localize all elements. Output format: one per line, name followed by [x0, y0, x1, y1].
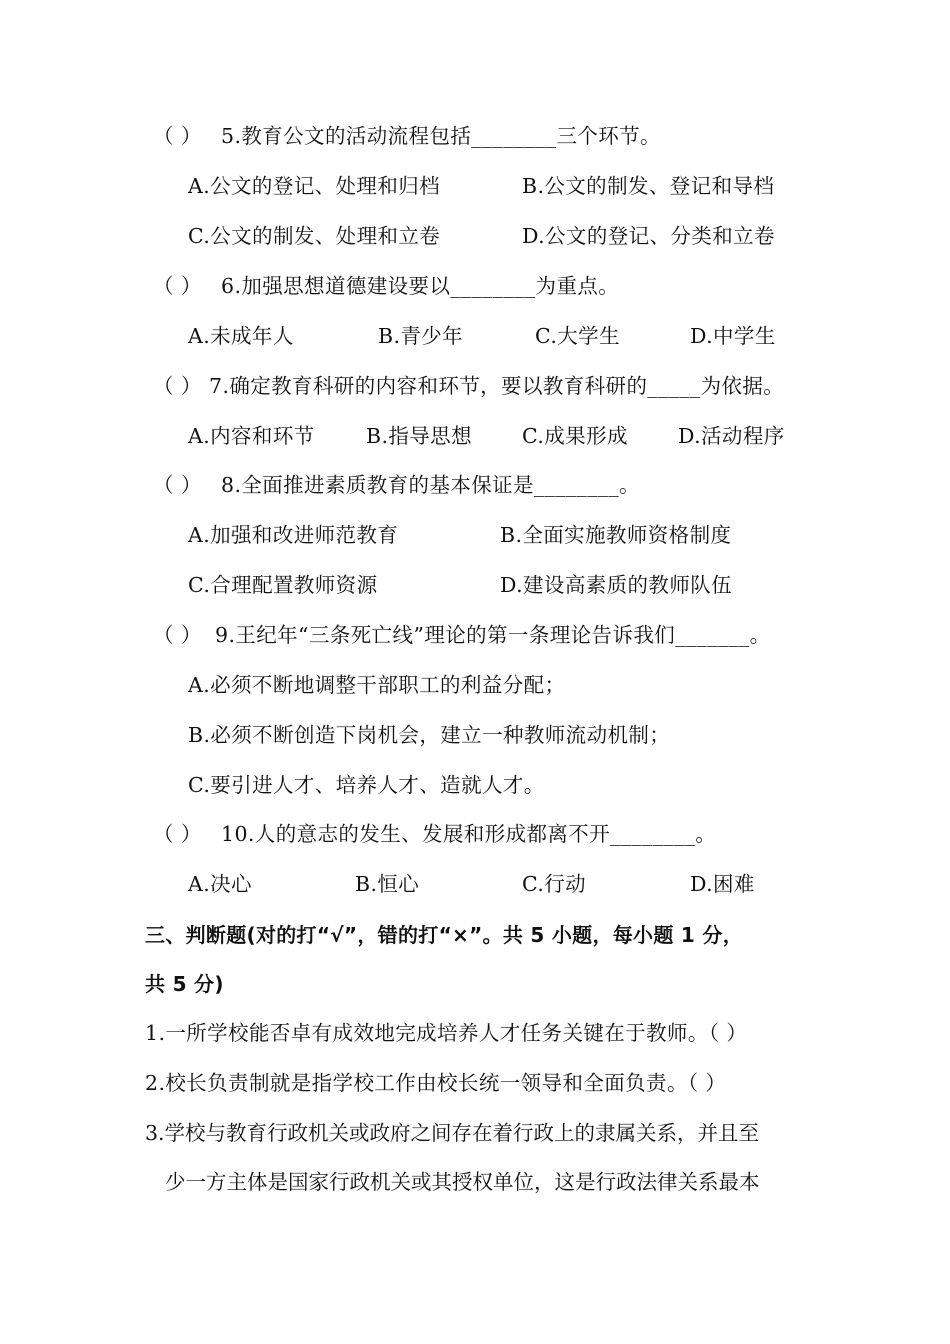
option-b: B.全面实施教师资格制度: [500, 523, 732, 547]
option-d: D.建设高素质的教师队伍: [500, 573, 733, 597]
option-d: D.活动程序: [678, 424, 785, 448]
question-stem: 10.人的意志的发生、发展和形成都离不开________。: [221, 822, 717, 846]
option-b: B.青少年: [378, 324, 464, 348]
answer-blank-parens[interactable]: （ ）: [153, 374, 202, 398]
answer-blank-parens[interactable]: （ ）: [153, 623, 202, 647]
option-c: C.合理配置教师资源: [188, 573, 378, 597]
question-stem: 5.教育公文的活动流程包括________三个环节。: [221, 124, 661, 148]
question-stem: 7.确定教育科研的内容和环节，要以教育科研的_____为依据。: [209, 374, 785, 398]
question-8: [153, 470, 950, 500]
question-stem: 9.王纪年“三条死亡线”理论的第一条理论告诉我们_______。: [215, 623, 771, 647]
answer-blank-parens[interactable]: （ ）: [153, 473, 202, 497]
option-c: C.行动: [522, 872, 587, 896]
answer-blank-parens[interactable]: （ ）: [153, 822, 202, 846]
option-a: A.必须不断地调整干部职工的利益分配；: [188, 673, 566, 697]
question-9: [153, 620, 950, 650]
true-false-item-1: 1.一所学校能否卓有成效地完成培养人才任务关键在于教师。（ ）: [145, 1021, 748, 1045]
question-6: [153, 271, 950, 301]
option-c: C.大学生: [535, 324, 620, 348]
option-a: A.加强和改进师范教育: [188, 523, 399, 547]
option-b: B.必须不断创造下岗机会，建立一种教师流动机制；: [188, 723, 671, 747]
option-a: A.未成年人: [188, 324, 294, 348]
option-a: A.决心: [188, 872, 252, 896]
true-false-item-3: 3.学校与教育行政机关或政府之间存在着行政上的隶属关系，并且至: [145, 1121, 760, 1145]
option-b: B.公文的制发、登记和导档: [522, 174, 775, 198]
option-d: D.中学生: [690, 324, 776, 348]
question-7: [153, 371, 950, 401]
question-stem: 8.全面推进素质教育的基本保证是________。: [221, 473, 641, 497]
true-false-item-2: 2.校长负责制就是指学校工作由校长统一领导和全面负责。（ ）: [145, 1071, 727, 1095]
option-b: B.指导思想: [366, 424, 472, 448]
section-title-continuation: 共 5 分): [145, 972, 224, 996]
question-10: [153, 819, 950, 849]
section-title: 三、判断题(对的打“√”，错的打“×”。共 5 小题，每小题 1 分，: [145, 923, 743, 947]
answer-blank-parens[interactable]: （ ）: [153, 274, 202, 298]
option-a: A.公文的登记、处理和归档: [188, 174, 441, 198]
option-c: C.成果形成: [522, 424, 628, 448]
answer-blank-parens[interactable]: （ ）: [153, 124, 202, 148]
question-stem: 6.加强思想道德建设要以________为重点。: [221, 274, 620, 298]
question-5: [153, 121, 950, 151]
option-b: B.恒心: [355, 872, 420, 896]
option-c: C.要引进人才、培养人才、造就人才。: [188, 773, 545, 797]
option-c: C.公文的制发、处理和立卷: [188, 224, 441, 248]
option-d: D.公文的登记、分类和立卷: [522, 224, 775, 248]
option-a: A.内容和环节: [188, 424, 315, 448]
true-false-item-3-continuation: 少一方主体是国家行政机关或其授权单位，这是行政法律关系最本: [165, 1170, 760, 1194]
option-d: D.困难: [690, 872, 755, 896]
